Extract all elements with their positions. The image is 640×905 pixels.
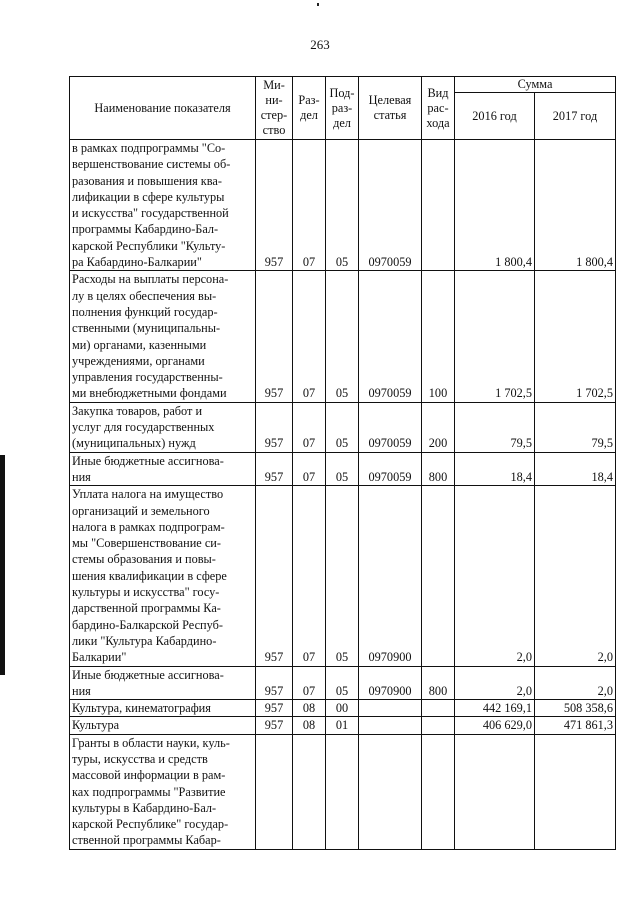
row-amount-2016: 406 629,0 xyxy=(455,717,535,734)
row-amount-2017: 508 358,6 xyxy=(535,700,616,717)
table-body xyxy=(70,140,616,850)
header-target: Целевая статья xyxy=(359,77,422,140)
row-amount-2017: 18,4 xyxy=(535,452,616,486)
table-row xyxy=(70,271,616,402)
row-subsection: 01 xyxy=(326,717,359,734)
row-section: 07 xyxy=(293,486,326,666)
row-amount-2016: 1 800,4 xyxy=(455,140,535,271)
row-subsection: 05 xyxy=(326,271,359,402)
header-subsection: Под- раз- дел xyxy=(326,77,359,140)
table-row xyxy=(70,734,616,849)
row-amount-2016: 1 702,5 xyxy=(455,271,535,402)
row-amount-2016 xyxy=(455,734,535,849)
row-expense-type: 100 xyxy=(422,271,455,402)
row-ministry: 957 xyxy=(256,486,293,666)
row-section: 07 xyxy=(293,666,326,700)
scan-edge-mark xyxy=(0,455,5,675)
row-amount-2016: 18,4 xyxy=(455,452,535,486)
row-expense-type xyxy=(422,486,455,666)
budget-table xyxy=(69,76,616,850)
table-row xyxy=(70,700,616,717)
row-name: Расходы на выплаты персона- лу в целях обеспечения вы- полнения функций государ- ственными (муниципальны- ми) органами, казенными учреждениями, органами управления государственны- ми внебюджетными фондами xyxy=(70,271,256,402)
row-name: Иные бюджетные ассигнова- ния xyxy=(70,452,256,486)
row-section: 08 xyxy=(293,700,326,717)
row-subsection: 05 xyxy=(326,486,359,666)
row-subsection: 00 xyxy=(326,700,359,717)
row-target: 0970059 xyxy=(359,402,422,452)
row-name: Закупка товаров, работ и услуг для государственных (муниципальных) нужд xyxy=(70,402,256,452)
table-row xyxy=(70,452,616,486)
header-sum: Сумма xyxy=(455,77,616,93)
row-ministry: 957 xyxy=(256,666,293,700)
scan-speck xyxy=(317,3,319,6)
row-amount-2017: 79,5 xyxy=(535,402,616,452)
row-expense-type xyxy=(422,734,455,849)
row-target: 0970059 xyxy=(359,140,422,271)
row-expense-type: 800 xyxy=(422,452,455,486)
row-name: Культура, кинематография xyxy=(70,700,256,717)
table-row xyxy=(70,717,616,734)
row-section: 08 xyxy=(293,717,326,734)
row-target: 0970059 xyxy=(359,452,422,486)
row-target xyxy=(359,717,422,734)
row-expense-type xyxy=(422,700,455,717)
row-ministry: 957 xyxy=(256,140,293,271)
row-subsection: 05 xyxy=(326,452,359,486)
row-name: Гранты в области науки, куль- туры, искусства и средств массовой информации в рам- ках подпрограммы "Развитие культуры в Кабардино-Бал- карской Республике" государ- ственной программы Кабар- xyxy=(70,734,256,849)
row-ministry: 957 xyxy=(256,402,293,452)
row-subsection: 05 xyxy=(326,402,359,452)
row-subsection xyxy=(326,734,359,849)
table-row xyxy=(70,140,616,271)
row-section xyxy=(293,734,326,849)
row-amount-2017 xyxy=(535,734,616,849)
table-row xyxy=(70,402,616,452)
row-ministry xyxy=(256,734,293,849)
row-expense-type: 800 xyxy=(422,666,455,700)
row-amount-2017: 471 861,3 xyxy=(535,717,616,734)
row-expense-type xyxy=(422,140,455,271)
row-section: 07 xyxy=(293,402,326,452)
row-subsection: 05 xyxy=(326,666,359,700)
row-ministry: 957 xyxy=(256,452,293,486)
header-ministry: Ми- ни- стер- ство xyxy=(256,77,293,140)
row-amount-2016: 2,0 xyxy=(455,666,535,700)
row-ministry: 957 xyxy=(256,717,293,734)
page-number: 263 xyxy=(310,37,330,52)
row-section: 07 xyxy=(293,452,326,486)
row-amount-2016: 2,0 xyxy=(455,486,535,666)
row-section: 07 xyxy=(293,140,326,271)
row-amount-2017: 2,0 xyxy=(535,666,616,700)
row-target xyxy=(359,734,422,849)
row-name: в рамках подпрограммы "Со- вершенствование системы об- разования и повышения ква- лификации в сфере культуры и искусства" государственной программы Кабардино-Бал- карской Республики "Культу- ра Кабардино-Балкарии" xyxy=(70,140,256,271)
row-ministry: 957 xyxy=(256,271,293,402)
row-name: Культура xyxy=(70,717,256,734)
row-expense-type: 200 xyxy=(422,402,455,452)
row-amount-2017: 2,0 xyxy=(535,486,616,666)
header-section: Раз- дел xyxy=(293,77,326,140)
row-target: 0970059 xyxy=(359,271,422,402)
header-year-2017: 2017 год xyxy=(535,93,616,140)
table-row xyxy=(70,666,616,700)
row-amount-2017: 1 702,5 xyxy=(535,271,616,402)
header-expense-type: Вид рас- хода xyxy=(422,77,455,140)
row-name: Уплата налога на имущество организаций и земельного налога в рамках подпрограм- мы "Совершенствование си- стемы образования и повы- шения квалификации в сфере культуры и искусства" госу- дарственной программы Ка- бардино-Балкарской Респуб- лики "Культура Кабардино- Балкарии" xyxy=(70,486,256,666)
header-year-2016: 2016 год xyxy=(455,93,535,140)
row-ministry: 957 xyxy=(256,700,293,717)
row-amount-2016: 442 169,1 xyxy=(455,700,535,717)
table-row xyxy=(70,486,616,666)
header-row-top xyxy=(70,77,616,93)
row-target: 0970900 xyxy=(359,666,422,700)
row-target: 0970900 xyxy=(359,486,422,666)
row-target xyxy=(359,700,422,717)
row-amount-2017: 1 800,4 xyxy=(535,140,616,271)
row-name: Иные бюджетные ассигнова- ния xyxy=(70,666,256,700)
row-expense-type xyxy=(422,717,455,734)
header-name: Наименование показателя xyxy=(70,77,256,140)
row-section: 07 xyxy=(293,271,326,402)
row-subsection: 05 xyxy=(326,140,359,271)
row-amount-2016: 79,5 xyxy=(455,402,535,452)
